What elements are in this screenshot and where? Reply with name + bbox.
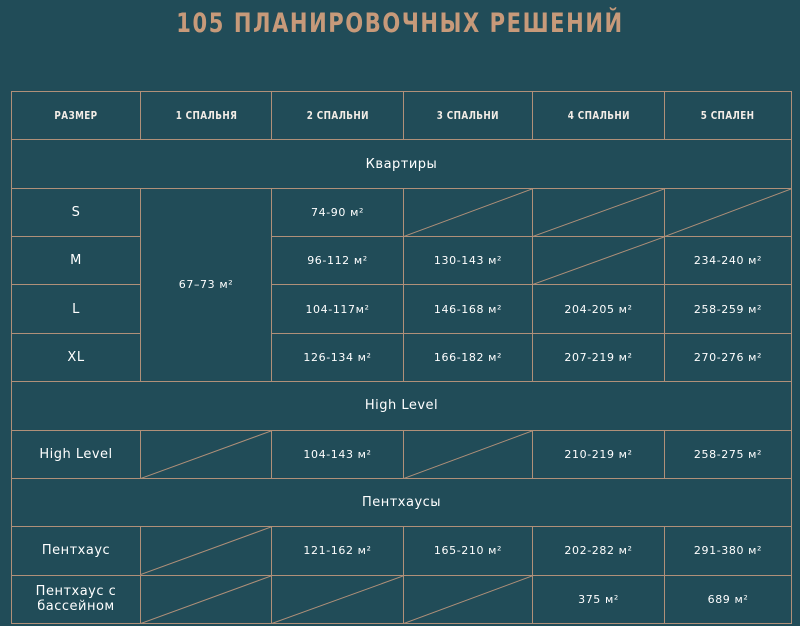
empty-cell-diagonal — [533, 188, 665, 236]
row-label-m: M — [12, 237, 141, 285]
cell-m-3: 130-143 м² — [404, 237, 533, 285]
empty-cell-diagonal — [404, 188, 533, 236]
section-high-level: High Level — [12, 382, 792, 430]
row-label-s: S — [12, 188, 141, 236]
empty-cell-diagonal — [404, 575, 533, 623]
row-label-high-level: High Level — [12, 430, 141, 478]
row-label-l: L — [12, 285, 141, 333]
cell-high-level-4: 210-219 м² — [533, 430, 665, 478]
cell-penthouse-pool-5: 689 м² — [665, 575, 792, 623]
cell-penthouse-3: 165-210 м² — [404, 527, 533, 575]
row-label-xl: XL — [12, 333, 141, 381]
row-label-line: Пентхаус с — [35, 584, 117, 600]
cell-s-2: 74-90 м² — [272, 188, 404, 236]
cell-penthouse-5: 291-380 м² — [665, 527, 792, 575]
row-label-penthouse-pool — [12, 575, 141, 623]
table-row — [12, 285, 792, 333]
cell-1-bedroom-range: 67–73 м² — [141, 188, 272, 381]
header-3-bedrooms: 3 СПАЛЬНИ — [404, 92, 533, 140]
section-row — [12, 140, 792, 188]
section-penthouses: Пентхаусы — [12, 478, 792, 526]
row-label-penthouse: Пентхаус — [12, 527, 141, 575]
empty-cell-diagonal — [272, 575, 404, 623]
empty-cell-diagonal — [533, 237, 665, 285]
section-apartments: Квартиры — [12, 140, 792, 188]
table-row — [12, 575, 792, 623]
cell-penthouse-4: 202-282 м² — [533, 527, 665, 575]
cell-xl-3: 166-182 м² — [404, 333, 533, 381]
header-4-bedrooms: 4 СПАЛЬНИ — [533, 92, 665, 140]
cell-m-2: 96-112 м² — [272, 237, 404, 285]
page-title: 105 ПЛАНИРОВОЧНЫХ РЕШЕНИЙ — [176, 8, 624, 39]
cell-xl-4: 207-219 м² — [533, 333, 665, 381]
header-1-bedroom: 1 СПАЛЬНЯ — [141, 92, 272, 140]
cell-l-4: 204-205 м² — [533, 285, 665, 333]
header-row — [12, 92, 792, 140]
header-5-bedrooms: 5 СПАЛЕН — [665, 92, 792, 140]
cell-l-3: 146-168 м² — [404, 285, 533, 333]
cell-penthouse-2: 121-162 м² — [272, 527, 404, 575]
empty-cell-diagonal — [141, 430, 272, 478]
table-row — [12, 188, 792, 236]
empty-cell-diagonal — [141, 527, 272, 575]
table-row — [12, 333, 792, 381]
cell-high-level-2: 104-143 м² — [272, 430, 404, 478]
layout-table — [11, 91, 792, 624]
empty-cell-diagonal — [404, 430, 533, 478]
cell-l-5: 258-259 м² — [665, 285, 792, 333]
cell-m-5: 234-240 м² — [665, 237, 792, 285]
header-size: РАЗМЕР — [12, 92, 141, 140]
cell-xl-5: 270-276 м² — [665, 333, 792, 381]
table-row — [12, 527, 792, 575]
section-row — [12, 382, 792, 430]
empty-cell-diagonal — [665, 188, 792, 236]
table-row — [12, 237, 792, 285]
cell-l-2: 104-117м² — [272, 285, 404, 333]
cell-xl-2: 126-134 м² — [272, 333, 404, 381]
cell-high-level-5: 258-275 м² — [665, 430, 792, 478]
header-2-bedrooms: 2 СПАЛЬНИ — [272, 92, 404, 140]
cell-penthouse-pool-4: 375 м² — [533, 575, 665, 623]
row-label-line: бассейном — [37, 599, 115, 615]
empty-cell-diagonal — [141, 575, 272, 623]
table-row — [12, 430, 792, 478]
section-row — [12, 478, 792, 526]
